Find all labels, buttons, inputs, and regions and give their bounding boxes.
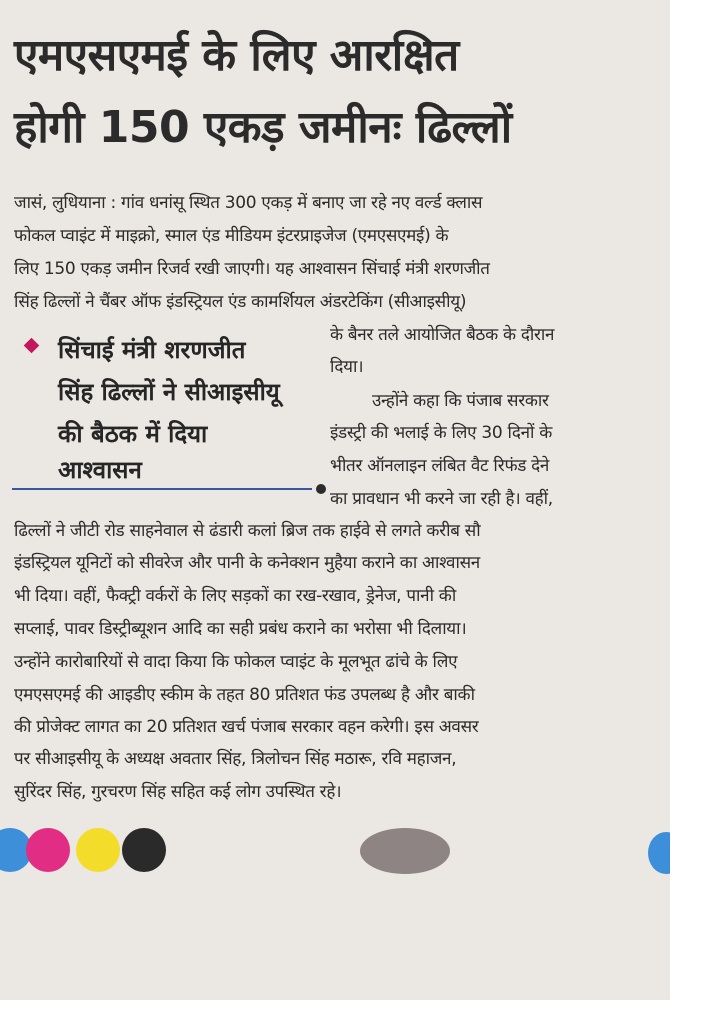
pullquote-line: आश्वासन bbox=[58, 456, 142, 484]
body-line: सुरिंदर सिंह, गुरचरण सिंह सहित कई लोग उपस्थित रहे। bbox=[14, 782, 342, 802]
column-line: उन्होंने कहा कि पंजाब सरकार bbox=[372, 391, 549, 411]
body-line: फोकल प्वाइंट में माइक्रो, स्माल एंड मीडियम इंटरप्राइजेज (एमएसएमई) के bbox=[14, 226, 449, 246]
body-line: सिंह ढिल्लों ने चैंबर ऑफ इंडस्ट्रियल एंड कामर्शियल अंडरटेकिंग (सीआइसीयू) bbox=[14, 292, 467, 312]
registration-mark-blue bbox=[648, 832, 670, 874]
column-line: इंडस्ट्री की भलाई के लिए 30 दिनों के bbox=[330, 423, 552, 443]
diamond-bullet-icon bbox=[24, 338, 40, 354]
pullquote-divider bbox=[12, 488, 312, 490]
registration-mark-yellow bbox=[76, 828, 120, 872]
body-line: उन्होंने कारोबारियों से वादा किया कि फोकल प्वाइंट के मूलभूत ढांचे के लिए bbox=[14, 652, 458, 672]
column-line: का प्रावधान भी करने जा रही है। वहीं, bbox=[330, 489, 553, 509]
pullquote-line: सिंचाई मंत्री शरणजीत bbox=[58, 336, 246, 364]
column-line: दिया। bbox=[330, 357, 364, 377]
scan-margin-right bbox=[670, 0, 701, 1024]
body-line: लिए 150 एकड़ जमीन रिजर्व रखी जाएगी। यह आश्वासन सिंचाई मंत्री शरणजीत bbox=[14, 259, 490, 279]
registration-mark-black bbox=[122, 828, 166, 872]
column-line: भीतर ऑनलाइन लंबित वैट रिफंड देने bbox=[330, 456, 550, 476]
body-line: एमएसएमई की आइडीए स्कीम के तहत 80 प्रतिशत फंड उपलब्ध है और बाकी bbox=[14, 685, 475, 705]
body-line: ढिल्लों ने जीटी रोड साहनेवाल से ढंडारी कलां ब्रिज तक हाईवे से लगते करीब सौ bbox=[14, 521, 481, 541]
headline-line-1: एमएसएमई के लिए आरक्षित bbox=[14, 30, 459, 81]
body-line: इंडस्ट्रियल यूनिटों को सीवरेज और पानी के कनेक्शन मुहैया कराने का आश्वासन bbox=[14, 553, 480, 573]
registration-mark-magenta bbox=[26, 828, 70, 872]
pullquote-line: सिंह ढिल्लों ने सीआइसीयू bbox=[58, 378, 280, 406]
column-line: के बैनर तले आयोजित बैठक के दौरान bbox=[330, 325, 555, 345]
body-line: की प्रोजेक्ट लागत का 20 प्रतिशत खर्च पंजाब सरकार वहन करेगी। इस अवसर bbox=[14, 717, 479, 737]
registration-mark-grey bbox=[360, 828, 450, 874]
body-line: भी दिया। वहीं, फैक्ट्री वर्करों के लिए सड़कों का रख-रखाव, ड्रेनेज, पानी की bbox=[14, 586, 456, 606]
divider-dot-icon bbox=[316, 484, 326, 494]
body-line: सप्लाई, पावर डिस्ट्रीब्यूशन आदि का सही प्रबंध कराने का भरोसा भी दिलाया। bbox=[14, 619, 467, 639]
scan-margin-bottom bbox=[0, 1000, 701, 1024]
body-line: पर सीआइसीयू के अध्यक्ष अवतार सिंह, त्रिलोचन सिंह मठारू, रवि महाजन, bbox=[14, 749, 457, 769]
body-line: जासं, लुधियाना : गांव धनांसू स्थित 300 एकड़ में बनाए जा रहे नए वर्ल्ड क्लास bbox=[14, 193, 483, 213]
pullquote-line: की बैठक में दिया bbox=[58, 420, 208, 448]
headline-line-2: होगी 150 एकड़ जमीनः ढिल्लों bbox=[14, 102, 512, 153]
